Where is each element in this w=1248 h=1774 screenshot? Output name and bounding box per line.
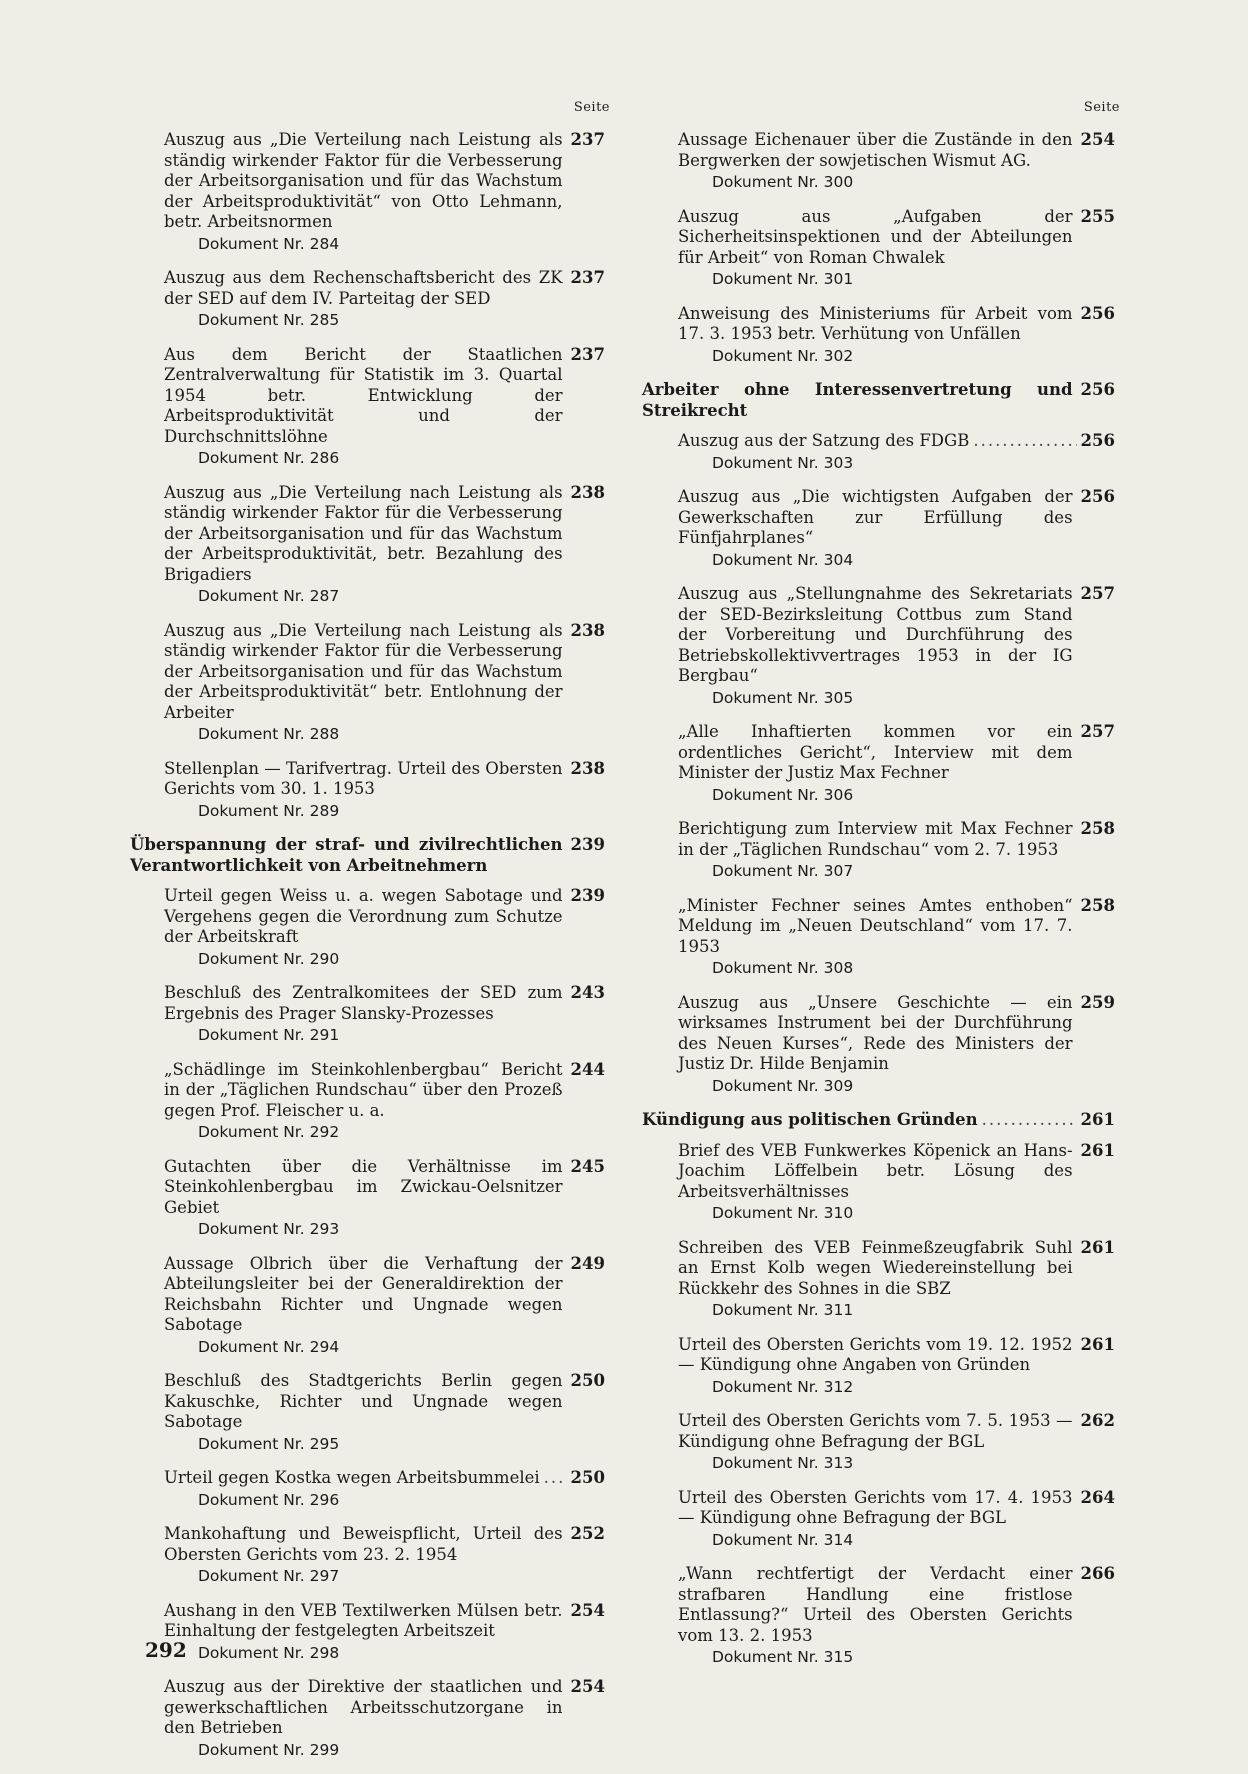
document-number: Dokument Nr. 311 [712, 1301, 854, 1319]
toc-entry-line [164, 1468, 605, 1489]
document-number: Dokument Nr. 295 [198, 1434, 340, 1453]
toc-entry [678, 722, 1115, 805]
toc-entry [678, 1238, 1115, 1321]
toc-section-heading [642, 1110, 1115, 1131]
document-number: Dokument Nr. 310 [712, 1204, 854, 1222]
toc-page-number: 266 [1080, 1564, 1115, 1583]
document-number: Dokument Nr. 308 [712, 959, 854, 977]
toc-entry-line [678, 207, 1115, 269]
toc-entry [164, 1524, 605, 1587]
document-number: Dokument Nr. 293 [198, 1220, 340, 1238]
toc-entry-line [164, 1524, 605, 1565]
document-number: Dokument Nr. 303 [712, 453, 854, 472]
toc-entry-title: „Minister Fechner seines Amtes enthoben“ Meldung im „Neuen Deutschland“ vom 17. 7. 1953 [678, 895, 1073, 956]
toc-entry [678, 1488, 1115, 1551]
toc-entry-line [164, 1677, 605, 1739]
document-number: Dokument Nr. 296 [198, 1490, 340, 1509]
document-number: Dokument Nr. 313 [712, 1454, 854, 1472]
document-number: Dokument Nr. 315 [712, 1648, 854, 1666]
toc-entry [678, 993, 1115, 1097]
toc-page-number: 262 [1080, 1411, 1115, 1430]
right-entry-list [642, 130, 1115, 1668]
toc-entry-title: Gutachten über die Verhältnisse im Steinkohlenbergbau im Zwickau-Oelsnitzer Gebiet [164, 1156, 563, 1217]
document-number: Dokument Nr. 298 [198, 1643, 340, 1662]
toc-page-number: 250 [570, 1468, 605, 1487]
left-column [130, 100, 610, 1774]
document-number: Dokument Nr. 301 [712, 270, 854, 288]
document-number: Dokument Nr. 284 [198, 234, 340, 253]
right-column [642, 100, 1120, 1682]
document-number: Dokument Nr. 294 [198, 1337, 340, 1356]
toc-page-number: 255 [1080, 206, 1115, 226]
leader-dots [973, 431, 1076, 452]
toc-entry-title: Urteil gegen Weiss u. a. wegen Sabotage und Vergehens gegen die Verordnung zum Schutze der Arbeitskraft [164, 886, 563, 946]
toc-section-heading [130, 835, 605, 876]
toc-page-number: 254 [1080, 130, 1115, 149]
toc-entry [164, 1060, 605, 1143]
toc-entry-line [678, 1411, 1115, 1452]
toc-entry-title: Arbeiter ohne Interessenvertretung und Streikrecht [642, 380, 1073, 420]
document-number: Dokument Nr. 302 [712, 346, 854, 365]
toc-entry-line [164, 621, 605, 724]
toc-page-number: 237 [570, 130, 605, 149]
toc-entry-title: Auszug aus „Aufgaben der Sicherheitsinspektionen und der Abteilungen für Arbeit“ von Roman Chwalek [678, 206, 1073, 267]
toc-page-number: 258 [1080, 819, 1115, 838]
toc-entry [678, 584, 1115, 708]
toc-entry-title: Urteil des Obersten Gerichts vom 17. 4. 1953 — Kündigung ohne Befragung der BGL [678, 1487, 1073, 1527]
toc-entry-title: Beschluß des Stadtgerichts Berlin gegen Kakuschke, Richter und Ungnade wegen Sabotage [164, 1371, 563, 1431]
document-number: Dokument Nr. 290 [198, 949, 340, 968]
toc-entry [164, 886, 605, 969]
left-entry-list [130, 130, 605, 1760]
toc-entry [164, 1157, 605, 1240]
toc-entry-line [642, 1110, 1115, 1131]
toc-entry-line [164, 345, 605, 448]
document-number: Dokument Nr. 288 [198, 725, 340, 743]
toc-entry [164, 1254, 605, 1358]
toc-entry [164, 621, 605, 745]
toc-entry-line [678, 993, 1115, 1075]
toc-entry-title: Anweisung des Ministeriums für Arbeit vom 17. 3. 1953 betr. Verhütung von Unfällen [678, 303, 1073, 343]
toc-entry [164, 130, 605, 254]
toc-entry-title: Brief des VEB Funkwerkes Köpenick an Hans-Joachim Löffelbein betr. Lösung des Arbeitsverhältnisses [678, 1140, 1073, 1201]
leader-dots [982, 1110, 1077, 1131]
toc-entry-title: Urteil des Obersten Gerichts vom 7. 5. 1953 — Kündigung ohne Befragung der BGL [678, 1411, 1073, 1451]
toc-page-number: 254 [570, 1677, 605, 1696]
document-number: Dokument Nr. 306 [712, 785, 854, 804]
toc-entry-line [164, 886, 605, 948]
toc-entry-line [164, 983, 605, 1024]
toc-entry-line [164, 1060, 605, 1122]
toc-entry-title: Auszug aus „Die Verteilung nach Leistung als ständig wirkender Faktor für die Verbesserung der Arbeitsorganisation und für das Wachstum der Arbeitsproduktivität, betr. Bezahlung des Brigadiers [164, 482, 563, 584]
document-number: Dokument Nr. 289 [198, 801, 340, 820]
toc-entry-line [678, 896, 1115, 958]
toc-entry-title: Auszug aus „Unsere Geschichte — ein wirksames Instrument bei der Durchführung des Neuen Kurses“, Rede des Ministers der Justiz Dr. Hilde Benjamin [678, 992, 1073, 1073]
page-number: 292 [145, 1638, 187, 1662]
document-number: Dokument Nr. 299 [198, 1740, 340, 1759]
toc-entry [164, 1371, 605, 1454]
toc-entry [678, 1141, 1115, 1224]
toc-entry [678, 1411, 1115, 1474]
toc-entry-line [678, 1238, 1115, 1300]
toc-entry-line [164, 483, 605, 586]
toc-entry-title: „Wann rechtfertigt der Verdacht einer strafbaren Handlung eine fristlose Entlassung?“ Urteil des Obersten Gerichts vom 13. 2. 1953 [678, 1564, 1073, 1645]
toc-page-number: 256 [1080, 380, 1115, 399]
toc-page-number: 259 [1080, 992, 1115, 1012]
toc-page-number: 252 [570, 1524, 605, 1543]
toc-entry-title: Urteil des Obersten Gerichts vom 19. 12. 1952 — Kündigung ohne Angaben von Gründen [678, 1334, 1073, 1374]
toc-page-number: 261 [1080, 1334, 1115, 1354]
toc-entry-line [164, 759, 605, 800]
toc-page-number: 254 [570, 1600, 605, 1620]
toc-page-number: 256 [1080, 487, 1115, 506]
toc-entry-line [678, 1141, 1115, 1203]
toc-entry-title: „Alle Inhaftierten kommen vor ein ordentliches Gericht“, Interview mit dem Minister der Justiz Max Fechner [678, 722, 1073, 782]
toc-page-number: 238 [570, 620, 605, 640]
toc-page-number: 237 [570, 344, 605, 364]
document-number: Dokument Nr. 307 [712, 862, 854, 880]
toc-entry-title: Auszug aus „Die Verteilung nach Leistung als ständig wirkender Faktor für die Verbesserung der Arbeitsorganisation und für das Wachstum der Arbeitsproduktivität“ betr. Entlohnung der Arbeiter [164, 620, 563, 722]
toc-entry [164, 345, 605, 469]
toc-entry-title: Auszug aus „Stellungnahme des Sekretariats der SED-Bezirksleitung Cottbus zum Stand der Vorbereitung und Durchführung des Betriebskollektivvertrages 1953 in der IG Bergbau“ [678, 584, 1073, 685]
toc-entry [678, 1564, 1115, 1668]
toc-entry-line [678, 431, 1115, 452]
document-number: Dokument Nr. 286 [198, 449, 340, 467]
document-number: Dokument Nr. 291 [198, 1026, 340, 1044]
toc-entry [678, 207, 1115, 290]
toc-entry [164, 759, 605, 822]
toc-page-number: 261 [1080, 1140, 1115, 1160]
toc-page-number: 239 [570, 886, 605, 905]
toc-entry-title: Berichtigung zum Interview mit Max Fechner in der „Täglichen Rundschau“ vom 2. 7. 1953 [678, 819, 1073, 859]
document-number: Dokument Nr. 312 [712, 1377, 854, 1396]
toc-page-number: 257 [1080, 584, 1115, 603]
toc-entry-title: Aussage Olbrich über die Verhaftung der Abteilungsleiter bei der Generaldirektion der Reichsbahn Richter und Ungnade wegen Sabotage [164, 1253, 563, 1334]
toc-page-number: 237 [570, 268, 605, 287]
document-number: Dokument Nr. 285 [198, 311, 340, 329]
toc-entry-line [678, 1564, 1115, 1646]
toc-entry-line [678, 487, 1115, 549]
toc-page-number: 261 [1080, 1237, 1115, 1257]
toc-page-number: 249 [570, 1253, 605, 1273]
toc-entry-line [678, 304, 1115, 345]
toc-page-number: 244 [570, 1059, 605, 1079]
seite-label: Seite [1083, 100, 1120, 115]
toc-entry-title: Beschluß des Zentralkomitees der SED zum Ergebnis des Prager Slansky-Prozesses [164, 983, 563, 1023]
document-number: Dokument Nr. 292 [198, 1123, 340, 1141]
toc-page-number: 261 [1080, 1110, 1115, 1129]
toc-entry-title: Auszug aus „Die wichtigsten Aufgaben der Gewerkschaften zur Erfüllung des Fünfjahrplanes“ [678, 487, 1073, 547]
toc-entry [678, 304, 1115, 367]
toc-entry [164, 1468, 605, 1510]
toc-entry-line [164, 268, 605, 309]
toc-entry-title: Auszug aus der Direktive der staatlichen und gewerkschaftlichen Arbeitsschutzorgane in den Betrieben [164, 1677, 563, 1737]
toc-entry-title: Aus dem Bericht der Staatlichen Zentralverwaltung für Statistik im 3. Quartal 1954 betr. Entwicklung der Arbeitsproduktivität und der Durchschnittslöhne [164, 344, 563, 446]
toc-entry-title: Urteil gegen Kostka wegen Arbeitsbummelei [164, 1468, 540, 1487]
toc-entry-title: „Schädlinge im Steinkohlenbergbau“ Bericht in der „Täglichen Rundschau“ über den Prozeß gegen Prof. Fleischer u. a. [164, 1059, 563, 1120]
toc-entry-title: Überspannung der straf- und zivilrechtlichen Verantwortlichkeit von Arbeitnehmern [130, 835, 563, 875]
toc-entry-title: Stellenplan — Tarifvertrag. Urteil des Obersten Gerichts vom 30. 1. 1953 [164, 758, 563, 798]
seite-label: Seite [573, 100, 610, 115]
toc-entry [164, 983, 605, 1046]
toc-page-number: 243 [570, 983, 605, 1002]
toc-entry-line [678, 1488, 1115, 1529]
toc-entry [678, 1335, 1115, 1398]
toc-page-number: 256 [1080, 303, 1115, 323]
toc-page-number: 238 [570, 482, 605, 502]
toc-entry-line [678, 1335, 1115, 1376]
toc-entry-line [678, 722, 1115, 784]
document-number: Dokument Nr. 304 [712, 550, 854, 569]
toc-entry-title: Schreiben des VEB Feinmeßzeugfabrik Suhl an Ernst Kolb wegen Wiedereinstellung bei Rückkehr des Sohnes in die SBZ [678, 1237, 1073, 1298]
toc-entry-line [164, 1601, 605, 1642]
toc-entry-title: Aussage Eichenauer über die Zustände in den Bergwerken der sowjetischen Wismut AG. [678, 130, 1073, 170]
toc-page-number: 257 [1080, 722, 1115, 741]
toc-entry-title: Auszug aus der Satzung des FDGB [678, 431, 970, 450]
toc-page-number: 264 [1080, 1487, 1115, 1507]
toc-entry-title: Mankohaftung und Beweispflicht, Urteil des Obersten Gerichts vom 23. 2. 1954 [164, 1524, 563, 1564]
document-number: Dokument Nr. 300 [712, 173, 854, 191]
toc-entry-line [130, 835, 605, 876]
toc-page-number: 250 [570, 1371, 605, 1390]
toc-entry [164, 268, 605, 331]
toc-section-heading [642, 380, 1115, 421]
toc-entry-title: Auszug aus „Die Verteilung nach Leistung als ständig wirkender Faktor für die Verbesserung der Arbeitsorganisation und für das Wachstum der Arbeitsproduktivität“ von Otto Lehmann, betr. Arbeitsnormen [164, 130, 563, 231]
document-number: Dokument Nr. 305 [712, 688, 854, 707]
toc-page-number: 238 [570, 758, 605, 778]
toc-entry [678, 896, 1115, 979]
toc-entry-line [164, 1157, 605, 1219]
toc-entry [678, 431, 1115, 473]
document-number: Dokument Nr. 297 [198, 1567, 340, 1585]
toc-entry [678, 487, 1115, 570]
document-number: Dokument Nr. 314 [712, 1530, 854, 1549]
toc-entry [164, 1601, 605, 1664]
toc-entry-line [164, 1371, 605, 1433]
toc-page-number: 258 [1080, 895, 1115, 915]
leader-dots [544, 1468, 567, 1489]
toc-entry-line [164, 130, 605, 233]
toc-entry-line [678, 584, 1115, 687]
document-number: Dokument Nr. 309 [712, 1076, 854, 1095]
toc-entry-title: Auszug aus dem Rechenschaftsbericht des ZK der SED auf dem IV. Parteitag der SED [164, 268, 563, 308]
document-number: Dokument Nr. 287 [198, 587, 340, 605]
toc-entry [164, 1677, 605, 1760]
toc-entry-line [164, 1254, 605, 1336]
toc-entry-title: Aushang in den VEB Textilwerken Mülsen betr. Einhaltung der festgelegten Arbeitszeit [164, 1600, 563, 1640]
toc-page-number: 245 [570, 1156, 605, 1176]
toc-entry-title: Kündigung aus politischen Gründen [642, 1110, 978, 1129]
toc-entry-line [642, 380, 1115, 421]
toc-entry [678, 130, 1115, 193]
toc-page-number: 239 [570, 835, 605, 854]
toc-entry-line [678, 130, 1115, 171]
toc-entry [678, 819, 1115, 882]
toc-entry-line [678, 819, 1115, 860]
toc-page-number: 256 [1080, 431, 1115, 450]
toc-entry [164, 483, 605, 607]
